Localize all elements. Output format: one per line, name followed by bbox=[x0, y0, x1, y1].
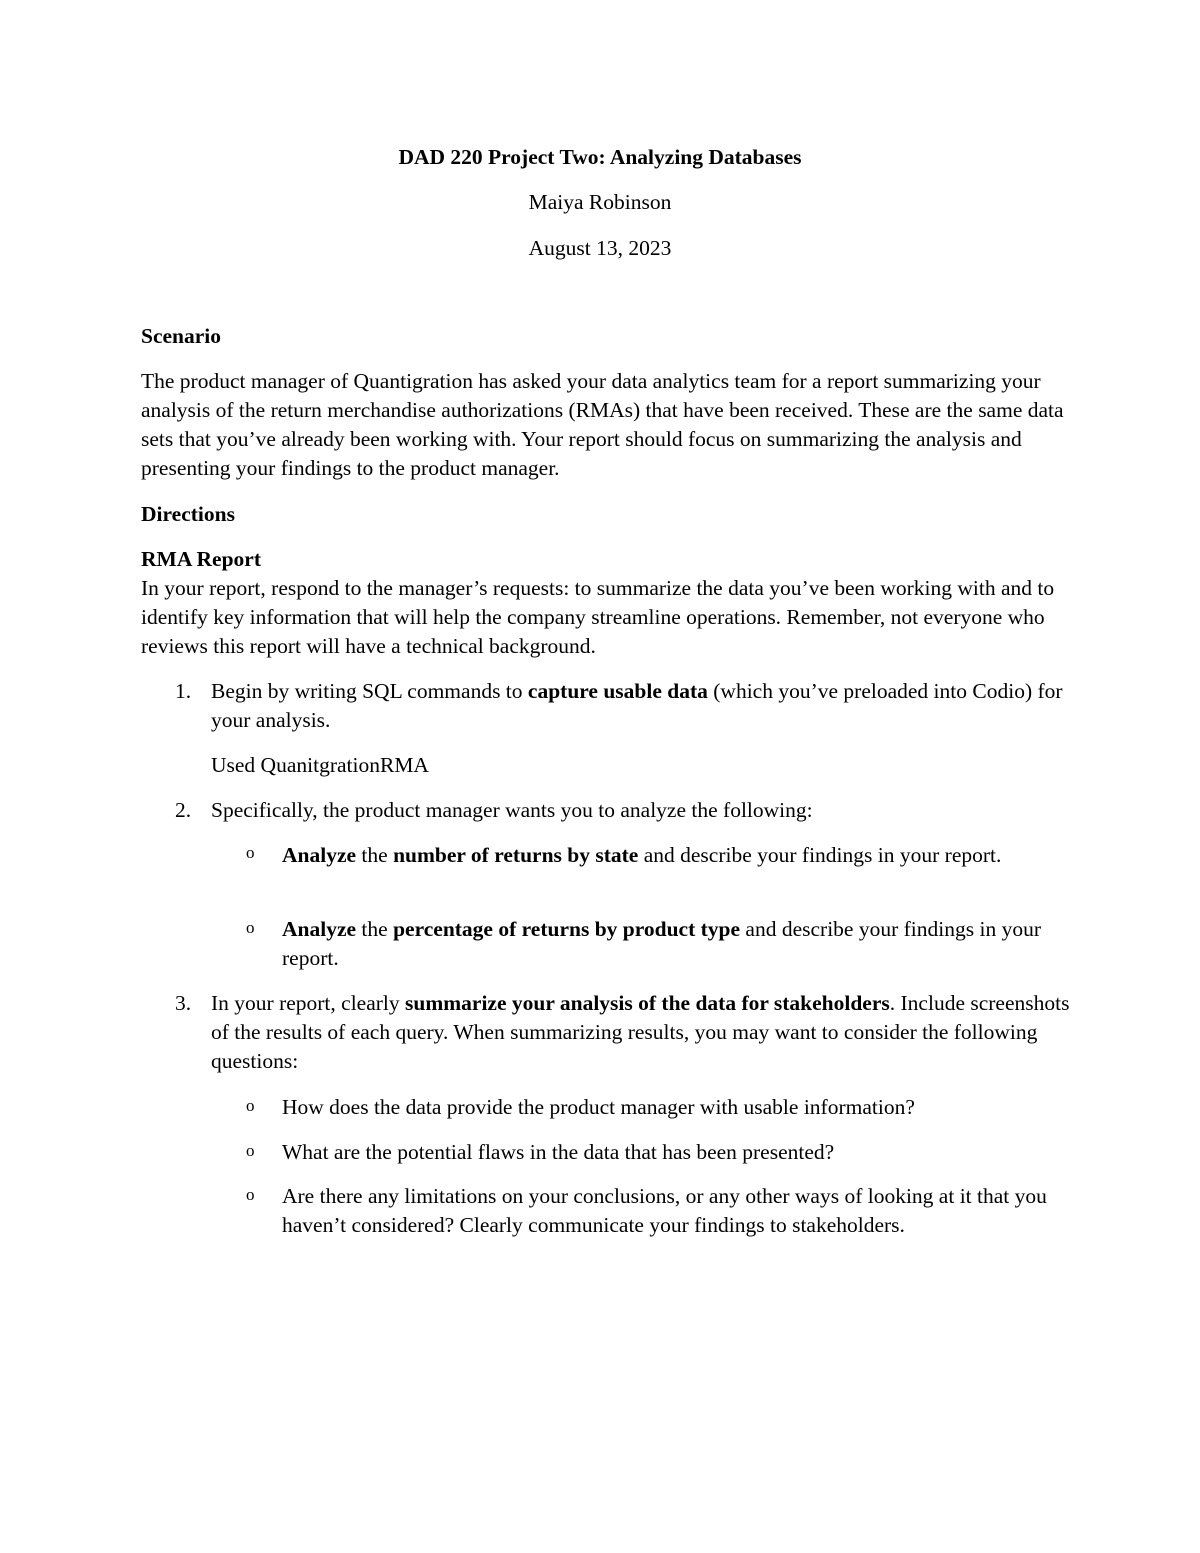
scenario-heading: Scenario bbox=[141, 324, 222, 348]
list-item-1-bold: capture usable data bbox=[527, 679, 708, 703]
document-date: August 13, 2023 bbox=[528, 236, 672, 260]
list-item-1 bbox=[211, 677, 1071, 735]
sub-item-bold-topic: percentage of returns by product type bbox=[393, 917, 741, 941]
bullet-icon: o bbox=[246, 918, 255, 937]
list-item-3 bbox=[211, 989, 1071, 1076]
scenario-paragraph: The product manager of Quantigration has asked your data analytics team for a report summarizing your analysis of the return merchandise authorizations (RMAs) that have been received. These are the same data sets that you’ve already been working with. Your report should focus on summarizing the analysis and presenting your findings to the product manager. bbox=[141, 369, 1064, 480]
list-number-3: 3. bbox=[175, 991, 192, 1015]
bullet-icon: o bbox=[246, 1185, 255, 1204]
author-name: Maiya Robinson bbox=[528, 190, 672, 214]
sub-item-bold-lead: Analyze bbox=[282, 917, 357, 941]
bullet-icon: o bbox=[246, 1141, 255, 1160]
question-usable-information: How does the data provide the product manager with usable information? bbox=[282, 1095, 915, 1119]
rma-report-paragraph: In your report, respond to the manager’s requests: to summarize the data you’ve been working with and to identify key information that will help the company streamline operations. Remember, not everyone who reviews this report will have a technical background. bbox=[141, 576, 1055, 658]
list-item-1-post: (which you’ve preloaded into Codio) for your analysis. bbox=[211, 679, 1063, 732]
list-item-2: Specifically, the product manager wants you to analyze the following: bbox=[211, 798, 813, 822]
list-item-1-note: Used QuanitgrationRMA bbox=[211, 753, 429, 777]
rma-report-heading: RMA Report bbox=[141, 547, 262, 571]
sub-item-post: and describe your findings in your report. bbox=[282, 917, 1041, 970]
bullet-icon: o bbox=[246, 843, 255, 862]
list-number-1: 1. bbox=[175, 679, 192, 703]
sub-item-mid: the bbox=[356, 843, 394, 867]
list-item-1-pre: Begin by writing SQL commands to bbox=[211, 679, 528, 703]
list-item-3-pre: In your report, clearly bbox=[211, 991, 406, 1015]
list-item-3-post: . Include screenshots of the results of each query. When summarizing results, you may want to consider the following questions: bbox=[211, 991, 1070, 1073]
sub-item-returns-by-state bbox=[282, 841, 1072, 870]
question-limitations: Are there any limitations on your conclusions, or any other ways of looking at it that you haven’t considered? Clearly communicate your findings to stakeholders. bbox=[282, 1184, 1047, 1237]
directions-heading: Directions bbox=[141, 502, 235, 526]
list-item-3-bold: summarize your analysis of the data for stakeholders bbox=[405, 991, 890, 1015]
document-title: DAD 220 Project Two: Analyzing Databases bbox=[398, 145, 802, 169]
sub-item-bold-topic: number of returns by state bbox=[393, 843, 639, 867]
bullet-icon: o bbox=[246, 1096, 255, 1115]
question-potential-flaws: What are the potential flaws in the data that has been presented? bbox=[282, 1140, 835, 1164]
list-number-2: 2. bbox=[175, 798, 192, 822]
sub-item-mid: the bbox=[356, 917, 394, 941]
sub-item-bold-lead: Analyze bbox=[282, 843, 357, 867]
sub-item-post: and describe your findings in your report. bbox=[638, 843, 1002, 867]
sub-item-returns-by-product-type bbox=[282, 915, 1072, 973]
